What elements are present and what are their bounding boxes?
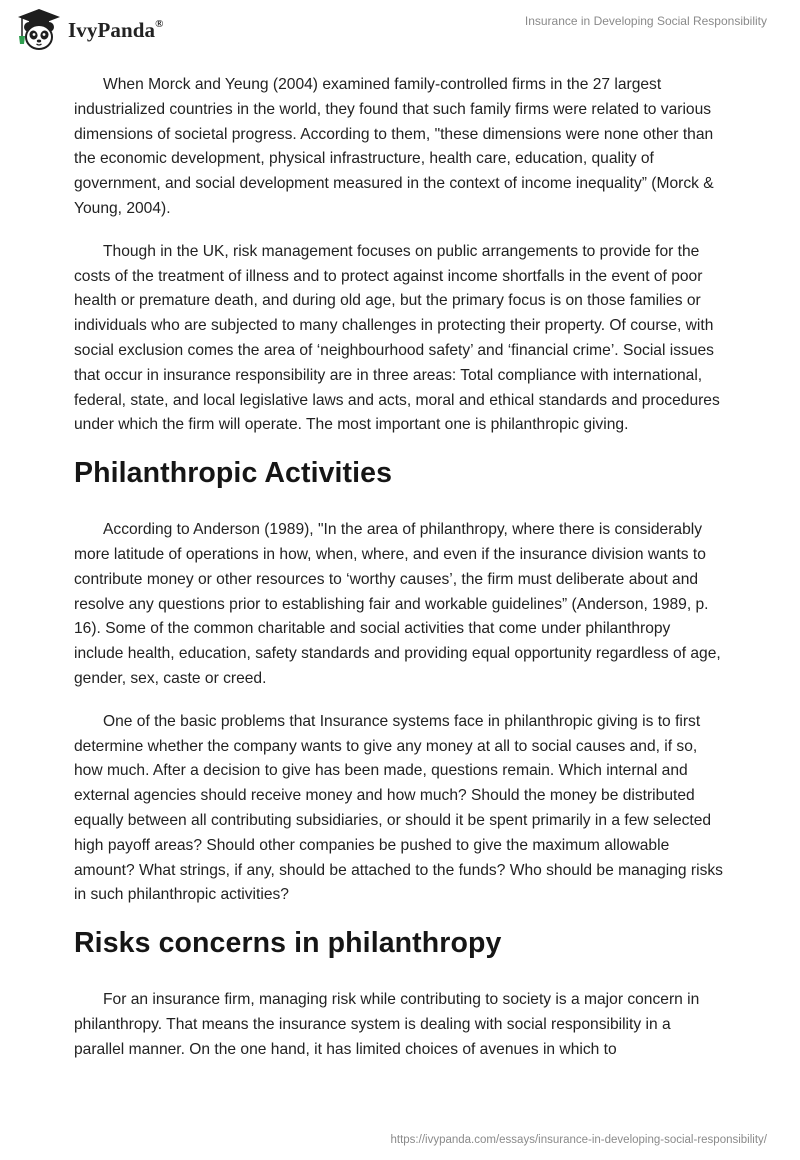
logo-text: IvyPanda® — [68, 17, 164, 42]
registered-mark: ® — [155, 17, 164, 30]
section-heading-risks-concerns: Risks concerns in philanthropy — [74, 927, 502, 960]
document-title: Insurance in Developing Social Responsibility — [524, 14, 767, 28]
paragraph: Though in the UK, risk management focuses on public arrangements to provide for the costs of the treatment of illness and to protect against income shortfalls in the event of poor health or premature death, and during old age, but the primary focus is on those families or individuals who are subjected to many challenges in protecting their property. Of course, with social exclusion comes the area of ‘neighbourhood safety’ and ‘financial crime’. Social issues that occur in insurance responsibility are in three areas: Total compliance with international, federal, state, and local legislative laws and acts, moral and ethical standards and procedures under which the firm will operate. The most important one is philanthropic giving. — [74, 242, 720, 434]
page-header — [0, 0, 800, 60]
paragraph: For an insurance firm, managing risk while contributing to society is a major concern in philanthropy. That means the insurance system is dealing with social responsibility in a parallel manner. On the one hand, it has limited choices of avenues in which to — [74, 991, 700, 1058]
article-body — [74, 73, 724, 1081]
panda-graduate-icon — [16, 8, 62, 52]
ivypanda-logo[interactable] — [16, 8, 164, 52]
paragraph: One of the basic problems that Insurance systems face in philanthropic giving is to first determine whether the company wants to give any money at all to social causes and, if so, how much. After a decision to give has been made, questions remain. Which internal and external agencies should receive money and how much? Should the money be distributed equally between all contributing subsidiaries, or should it be spent primarily in a few selected high payoff areas? Should other companies be pushed to give the maximum allowable amount? What strings, if any, should be attached to the funds? Who should be managing risks in such philanthropic activities? — [74, 712, 723, 904]
paragraph: When Morck and Yeung (2004) examined family-controlled firms in the 27 largest industrialized countries in the world, they found that such family firms were related to various dimensions of societal progress. According to them, "these dimensions were none other than the economic development, physical infrastructure, health care, education, quality of government, and social development measured in the context of income inequality” (Morck & Young, 2004). — [74, 76, 714, 217]
section-heading-philanthropic-activities: Philanthropic Activities — [74, 457, 393, 490]
paragraph: According to Anderson (1989), "In the area of philanthropy, where there is considerably more latitude of operations in how, when, where, and even if the insurance division wants to contribute money or other resources to ‘worthy causes’, the firm must deliberate about and resolve any questions prior to establishing fair and workable guidelines” (Anderson, 1989, p. 16). Some of the common charitable and social activities that come under philanthropy include health, education, safety standards and providing equal opportunity regardless of age, gender, sex, caste or creed. — [74, 521, 721, 687]
source-url[interactable]: https://ivypanda.com/essays/insurance-in-developing-social-responsibility/ — [390, 1134, 767, 1146]
